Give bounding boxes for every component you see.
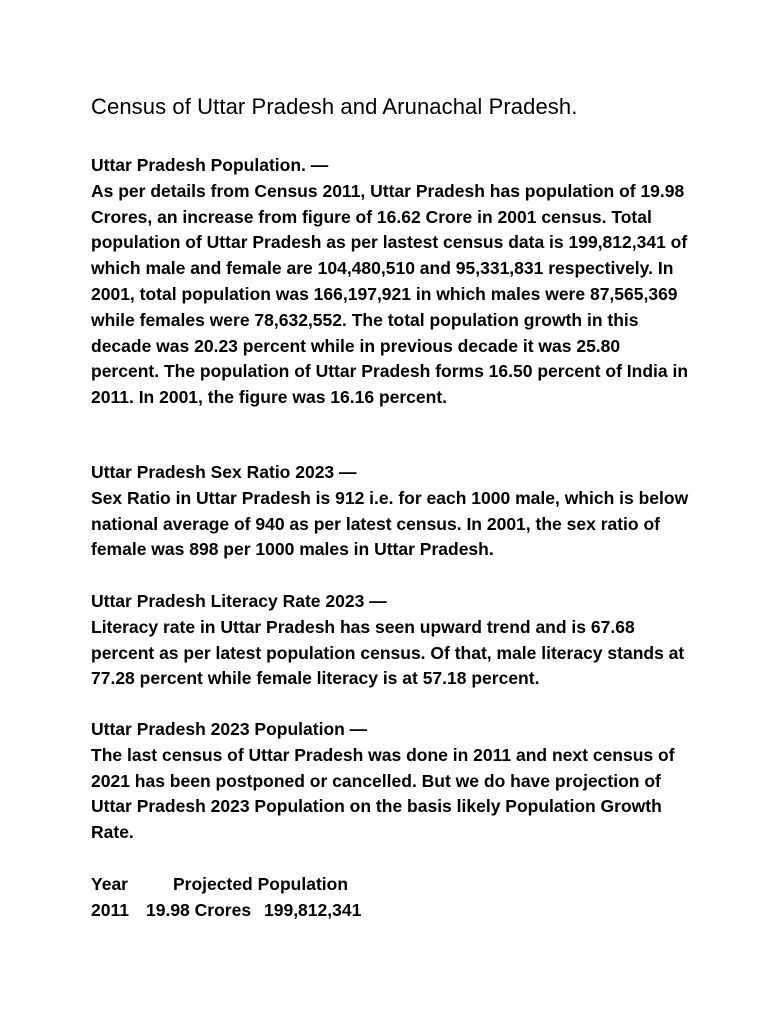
section-heading: Uttar Pradesh Sex Ratio 2023 — <box>91 462 357 482</box>
header-year: Year <box>91 874 128 894</box>
section-body: Sex Ratio in Uttar Pradesh is 912 i.e. for each 1000 male, which is below national average of 940 as per latest census. In 2001, the sex ratio of female was 898 per 1000 males in Uttar Pradesh. <box>91 487 689 560</box>
table-row <box>91 897 691 923</box>
cell-crores: 19.98 Crores <box>146 900 252 920</box>
section-heading: Uttar Pradesh Literacy Rate 2023 — <box>91 591 387 611</box>
header-projected-population: Projected Population <box>173 874 349 894</box>
section-2023-population <box>91 717 691 846</box>
section-sex-ratio <box>91 460 691 563</box>
section-heading: Uttar Pradesh Population. — <box>91 155 329 175</box>
section-body: The last census of Uttar Pradesh was done in 2011 and next census of 2021 has been postponed or cancelled. But we do have projection of Uttar Pradesh 2023 Population on the basis likely Population Growth Rate. <box>91 744 675 843</box>
section-population <box>91 153 691 411</box>
document-title: Census of Uttar Pradesh and Arunachal Pradesh. <box>91 94 578 119</box>
cell-population: 199,812,341 <box>264 900 362 920</box>
section-literacy-rate <box>91 589 691 692</box>
section-heading: Uttar Pradesh 2023 Population — <box>91 719 368 739</box>
cell-year: 2011 <box>91 900 129 920</box>
section-body: Literacy rate in Uttar Pradesh has seen upward trend and is 67.68 percent as per latest population census. Of that, male literacy stands at 77.28 percent while female literacy is at 57.18 percent. <box>91 616 685 689</box>
table-header-row <box>91 871 691 897</box>
projection-table <box>91 871 691 923</box>
section-body: As per details from Census 2011, Uttar Pradesh has population of 19.98 Crores, an increase from figure of 16.62 Crore in 2001 census. Total population of Uttar Pradesh as per lastest census data is 199,812,341 of which male and female are 104,480,510 and 95,331,831 respectively. In 2001, total population was 166,197,921 in which males were 87,565,369 while females were 78,632,552. The total population growth in this decade was 20.23 percent while in previous decade it was 25.80 percent. The population of Uttar Pradesh forms 16.50 percent of India in 2011. In 2001, the figure was 16.16 percent. <box>91 180 689 408</box>
